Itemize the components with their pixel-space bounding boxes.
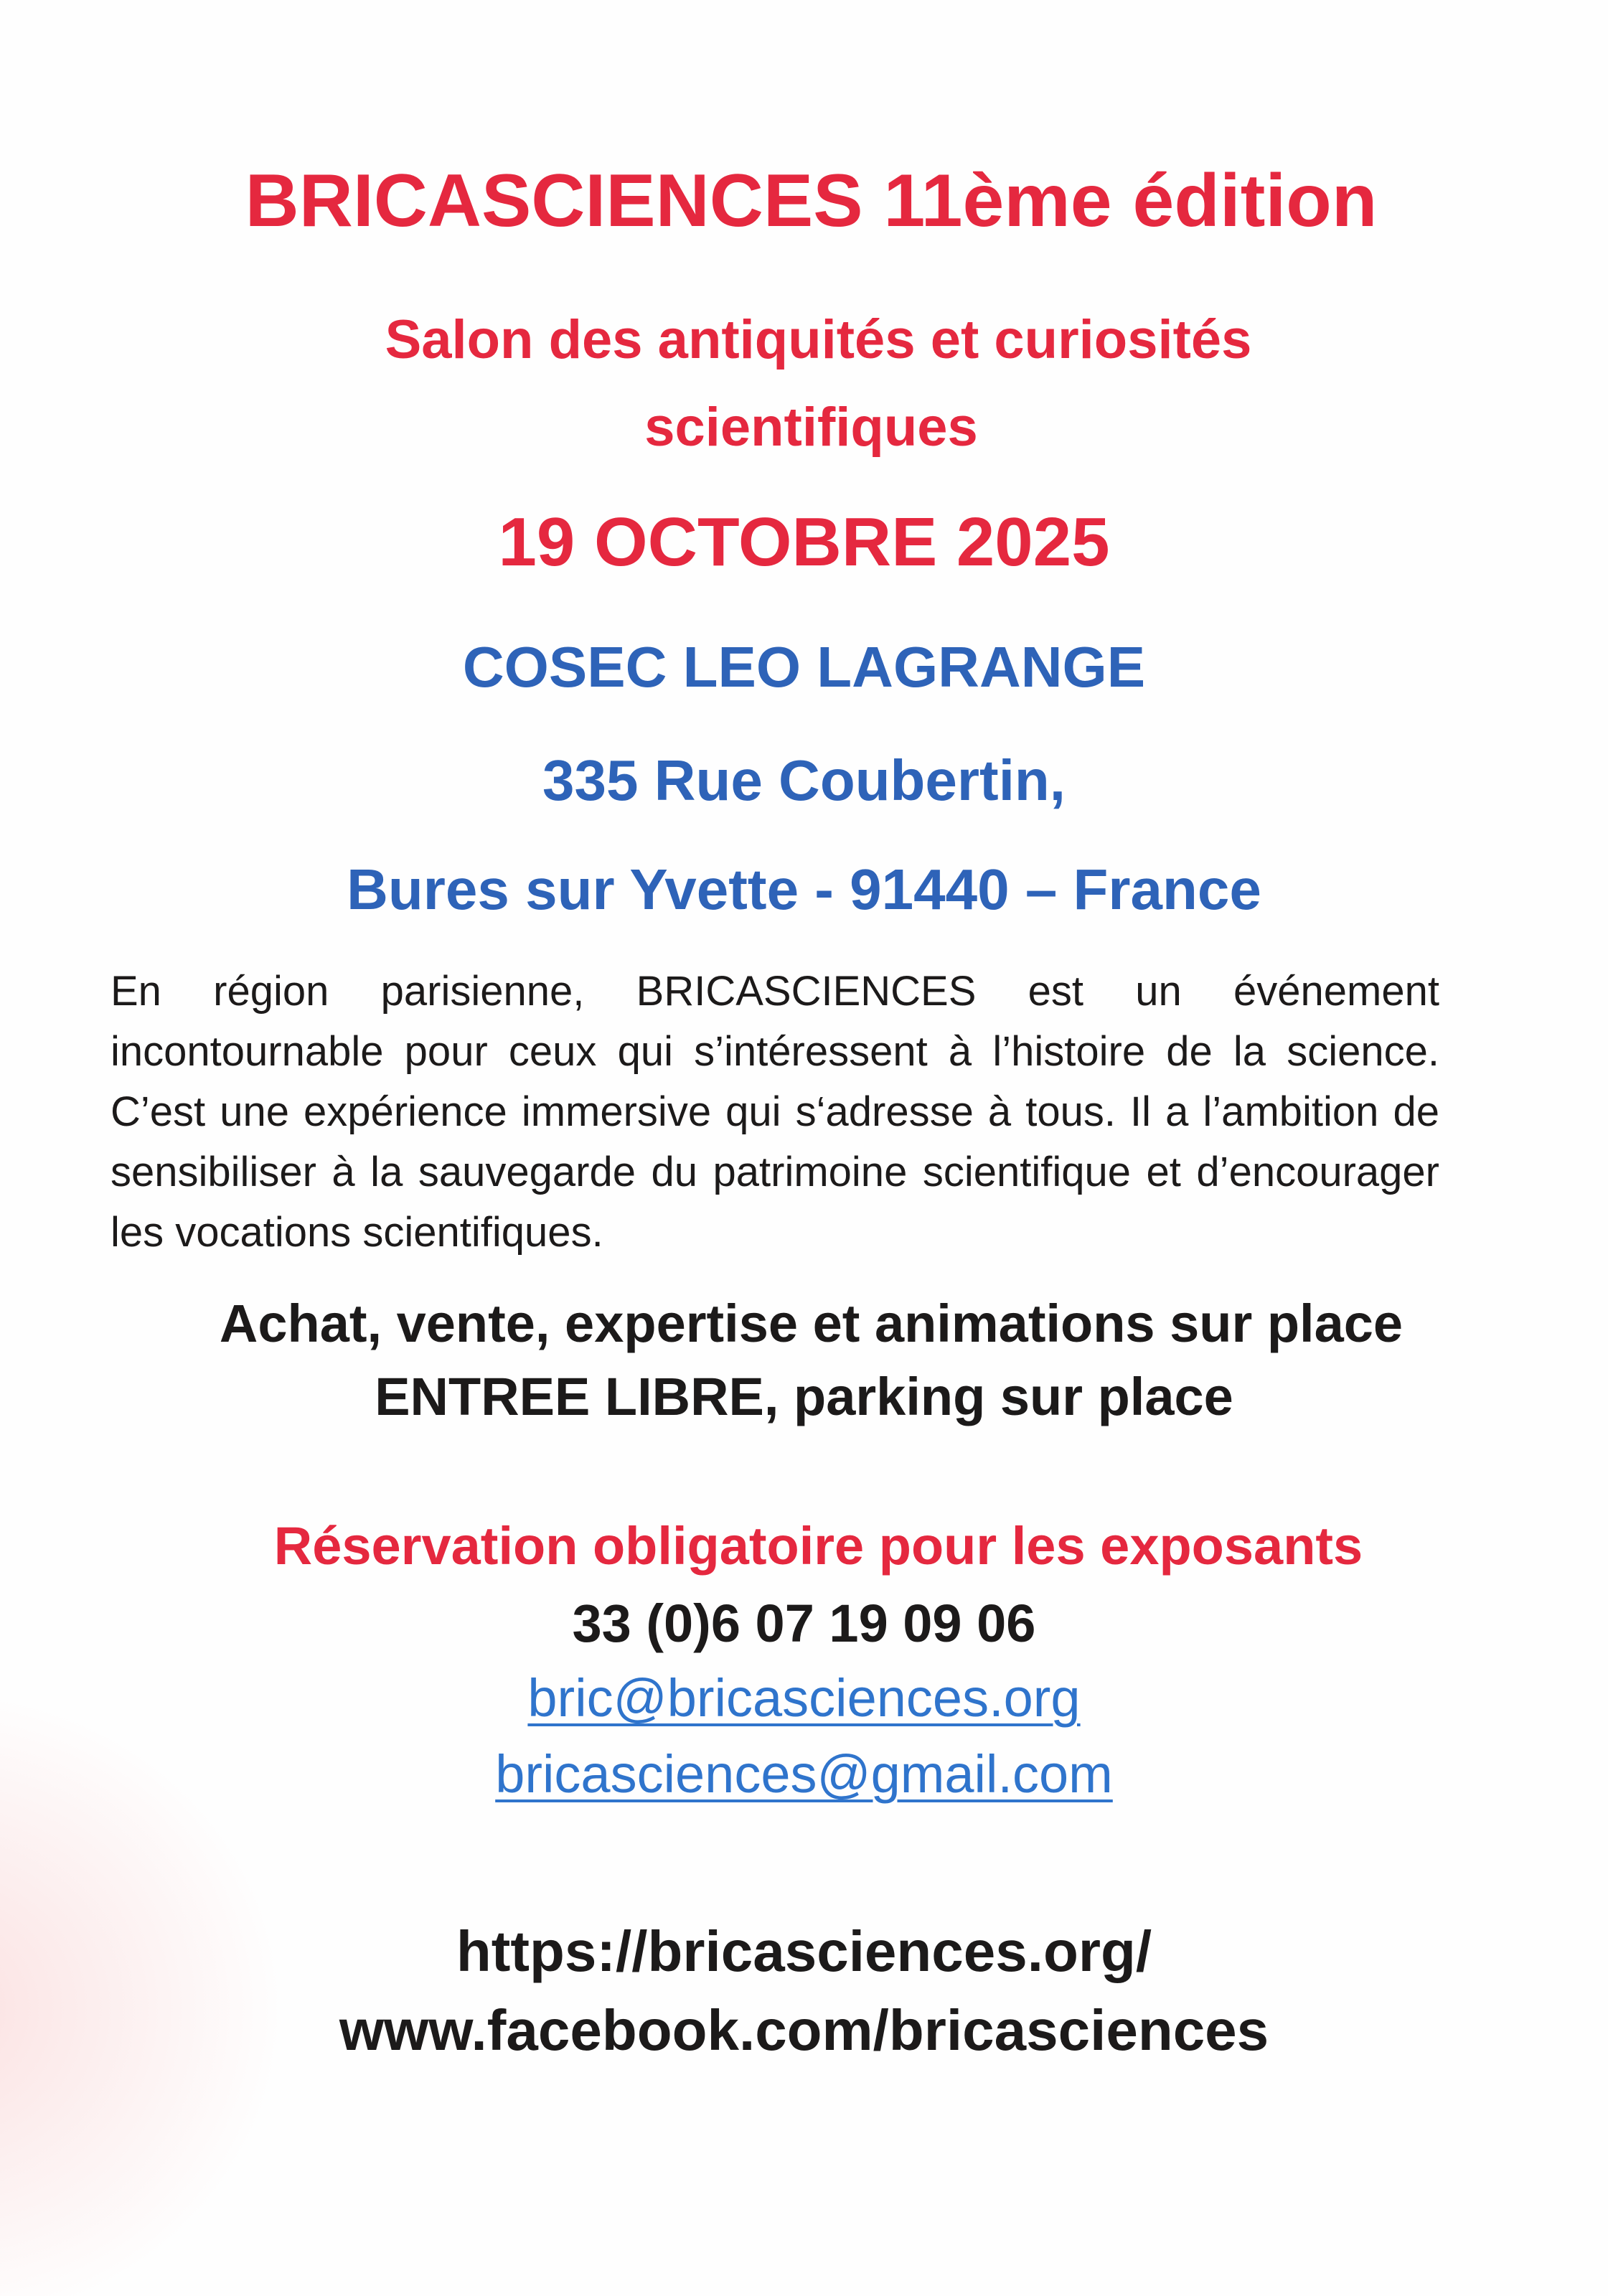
event-description: En région parisienne, BRICASCIENCES est un événement incontournable pour ceux qui s’intéressent à l’histoire de la science. C’est une expérience immersive qui s‘adresse à tous. Il a l’ambition de sensibiliser à la sauvegarde du patrimoine scientifique et d’encourager les vocations scientifiques. (111, 968, 1439, 1256)
phone-number: 33 (0)6 07 19 09 06 (572, 1594, 1036, 1653)
website-line (0, 1919, 1608, 1983)
event-subtitle-line2: scientifiques (644, 397, 978, 458)
event-subtitle-line1: Salon des antiquités et curiosités (385, 309, 1252, 370)
event-title: BRICASCIENCES 11ème édition (245, 159, 1378, 243)
activities-text: Achat, vente, expertise et animations sur place (219, 1294, 1404, 1353)
email-primary-line (0, 1668, 1608, 1728)
event-date: 19 OCTOBRE 2025 (498, 504, 1110, 580)
facebook-line (0, 1998, 1608, 2062)
venue-street: 335 Rue Coubertin, (542, 748, 1066, 812)
email-secondary-line (0, 1744, 1608, 1804)
email-primary-link[interactable]: bric@bricasciences.org (527, 1668, 1081, 1728)
reservation-notice: Réservation obligatoire pour les exposants (273, 1516, 1363, 1576)
venue-name: COSEC LEO LAGRANGE (462, 635, 1146, 699)
email-secondary-link[interactable]: bricasciences@gmail.com (495, 1744, 1113, 1804)
venue-city: Bures sur Yvette - 91440 – France (347, 857, 1261, 921)
entry-text: ENTREE LIBRE, parking sur place (375, 1367, 1233, 1426)
website-link[interactable]: https://bricasciences.org/ (456, 1919, 1152, 1983)
facebook-link[interactable]: www.facebook.com/bricasciences (339, 1998, 1269, 2062)
